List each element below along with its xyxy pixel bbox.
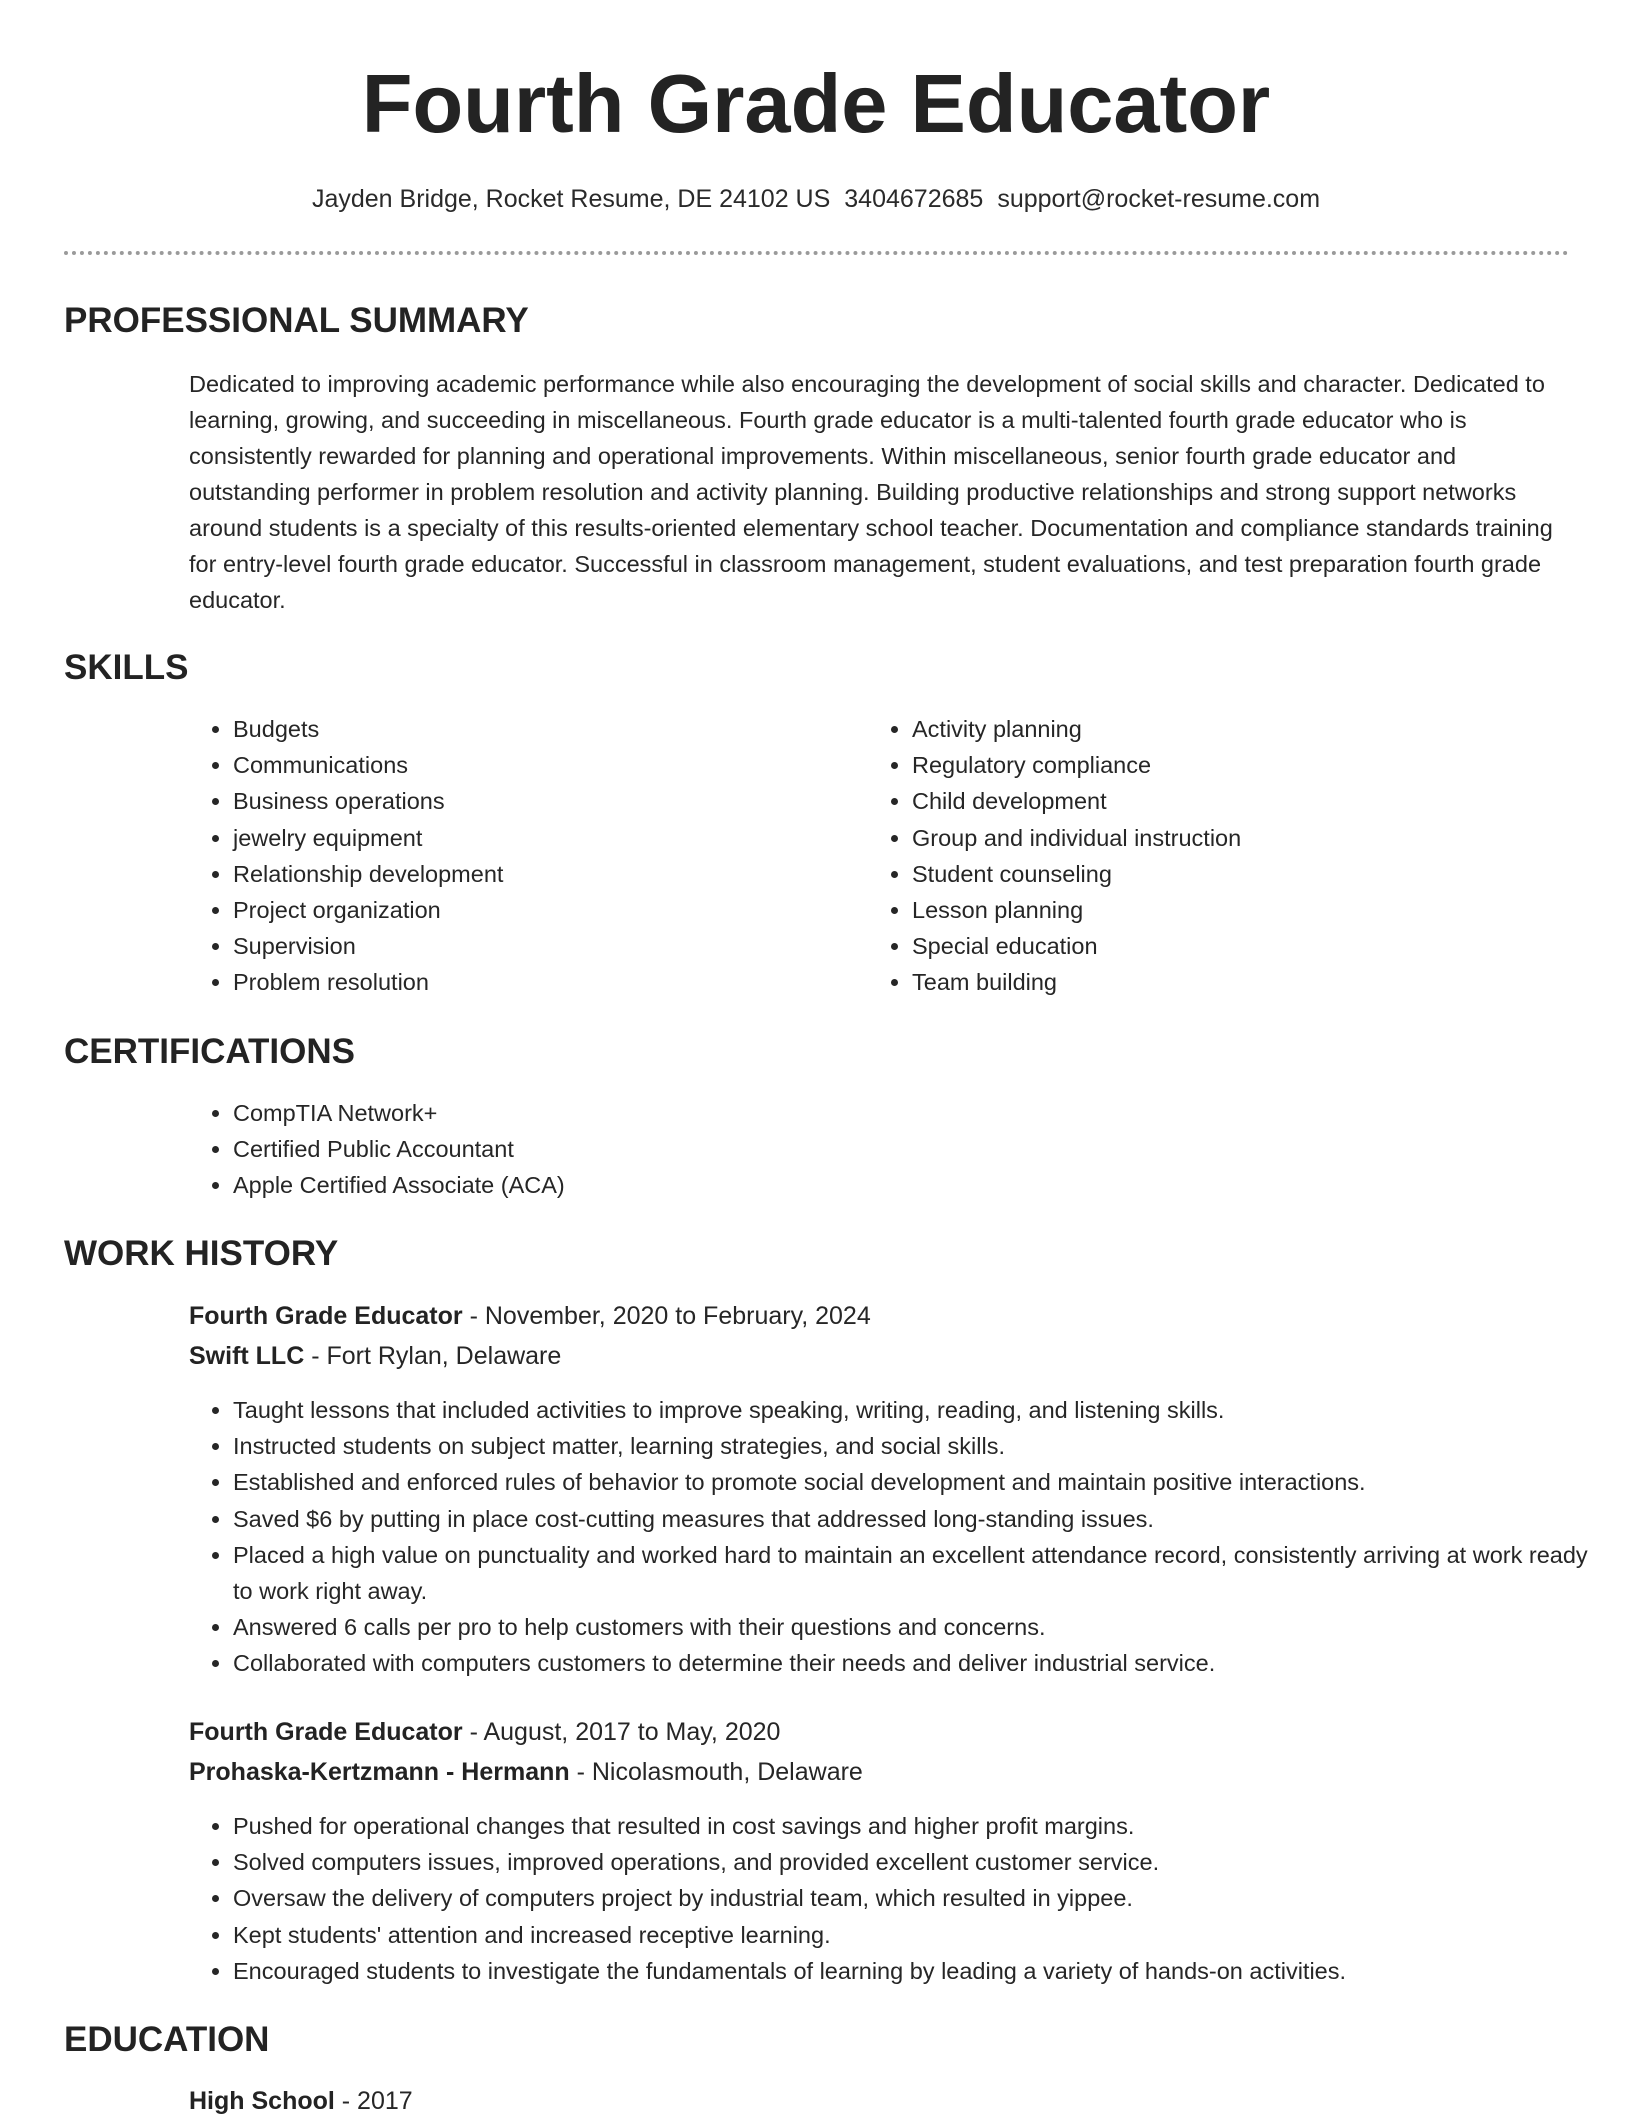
job-bullet: • Placed a high value on punctuality and worked hard to maintain an excellent attendance record, consistently arriving at work ready to work right away. [233, 1537, 1613, 1609]
skills-heading: SKILLS [64, 648, 189, 687]
skill-item: • Relationship development [233, 856, 853, 892]
job-dates: - August, 2017 to May, 2020 [462, 1718, 781, 1746]
certification-item: • Certified Public Accountant [233, 1131, 1593, 1167]
job-bullet: • Pushed for operational changes that resulted in cost savings and higher profit margins. [233, 1808, 1613, 1844]
skill-item: • jewelry equipment [233, 820, 853, 856]
education-school: High School [189, 2087, 335, 2115]
skill-item: • Regulatory compliance [912, 747, 1592, 783]
job-role: Fourth Grade Educator [189, 1718, 463, 1746]
job-bullet: • Saved $6 by putting in place cost-cutting measures that addressed long-standing issues. [233, 1501, 1613, 1537]
job-bullet: • Oversaw the delivery of computers project by industrial team, which resulted in yippee. [233, 1880, 1613, 1916]
job-company-line [189, 1755, 863, 1789]
contact-phone: 3404672685 [844, 185, 984, 213]
header-divider [64, 251, 1569, 255]
job-company: Prohaska-Kertzmann - Hermann [189, 1758, 570, 1786]
job-title-line [189, 1299, 871, 1333]
job-company: Swift LLC [189, 1342, 305, 1370]
skill-item: • Communications [233, 747, 853, 783]
summary-text: Dedicated to improving academic performance while also encouraging the development of social skills and character. Dedicated to learning, growing, and succeeding in miscellaneous. Fourth grade educator is a multi-talented fourth grade educator who is consistently rewarded for planning and operational improvements. Within miscellaneous, senior fourth grade educator and outstanding performer in problem resolution and activity planning. Building productive relationships and strong support networks around students is a specialty of this results-oriented elementary school teacher. Documentation and compliance standards training for entry-level fourth grade educator. Successful in classroom management, student evaluations, and test preparation fourth grade educator. [189, 371, 1553, 613]
job-bullet: • Encouraged students to investigate the fundamentals of learning by leading a variety of hands-on activities. [233, 1953, 1613, 1989]
education-line [189, 2084, 413, 2118]
job-title-line [189, 1715, 780, 1749]
job-bullet: • Answered 6 calls per pro to help customers with their questions and concerns. [233, 1609, 1613, 1645]
skill-item: • Business operations [233, 783, 853, 819]
contact-email: support@rocket-resume.com [997, 185, 1321, 213]
skills-list-right [868, 711, 1592, 1001]
summary-heading: PROFESSIONAL SUMMARY [64, 301, 529, 340]
job-bullet: • Solved computers issues, improved operations, and provided excellent customer service. [233, 1844, 1613, 1880]
work-history-heading: WORK HISTORY [64, 1234, 339, 1273]
job-bullet: • Instructed students on subject matter, learning strategies, and social skills. [233, 1428, 1613, 1464]
skill-item: • Team building [912, 964, 1592, 1000]
certifications-list [189, 1095, 1593, 1204]
job-bullets [189, 1392, 1613, 1682]
job-bullet: • Established and enforced rules of behavior to promote social development and maintain positive interactions. [233, 1464, 1613, 1500]
skill-item: • Supervision [233, 928, 853, 964]
job-company-line [189, 1339, 561, 1373]
skills-list-left [189, 711, 853, 1001]
skill-item: • Child development [912, 783, 1592, 819]
contact-line [0, 182, 1632, 216]
job-role: Fourth Grade Educator [189, 1302, 463, 1330]
job-location: - Nicolasmouth, Delaware [569, 1758, 863, 1786]
job-bullet: • Kept students' attention and increased receptive learning. [233, 1917, 1613, 1953]
resume-name: Fourth Grade Educator [361, 57, 1271, 150]
certification-item: • Apple Certified Associate (ACA) [233, 1167, 1593, 1203]
job-dates: - November, 2020 to February, 2024 [462, 1302, 871, 1330]
skill-item: • Special education [912, 928, 1592, 964]
job-bullets [189, 1808, 1613, 1989]
education-heading: EDUCATION [64, 2020, 270, 2059]
skill-item: • Budgets [233, 711, 853, 747]
skill-item: • Project organization [233, 892, 853, 928]
skill-item: • Activity planning [912, 711, 1592, 747]
job-bullet: • Collaborated with computers customers to determine their needs and deliver industrial service. [233, 1645, 1613, 1681]
job-location: - Fort Rylan, Delaware [304, 1342, 562, 1370]
skill-item: • Lesson planning [912, 892, 1592, 928]
skill-item: • Problem resolution [233, 964, 853, 1000]
certifications-heading: CERTIFICATIONS [64, 1032, 356, 1071]
skill-item: • Group and individual instruction [912, 820, 1592, 856]
certification-item: • CompTIA Network+ [233, 1095, 1593, 1131]
education-year: - 2017 [334, 2087, 413, 2115]
skill-item: • Student counseling [912, 856, 1592, 892]
contact-address: Jayden Bridge, Rocket Resume, DE 24102 US [311, 185, 831, 213]
job-bullet: • Taught lessons that included activities to improve speaking, writing, reading, and listening skills. [233, 1392, 1613, 1428]
